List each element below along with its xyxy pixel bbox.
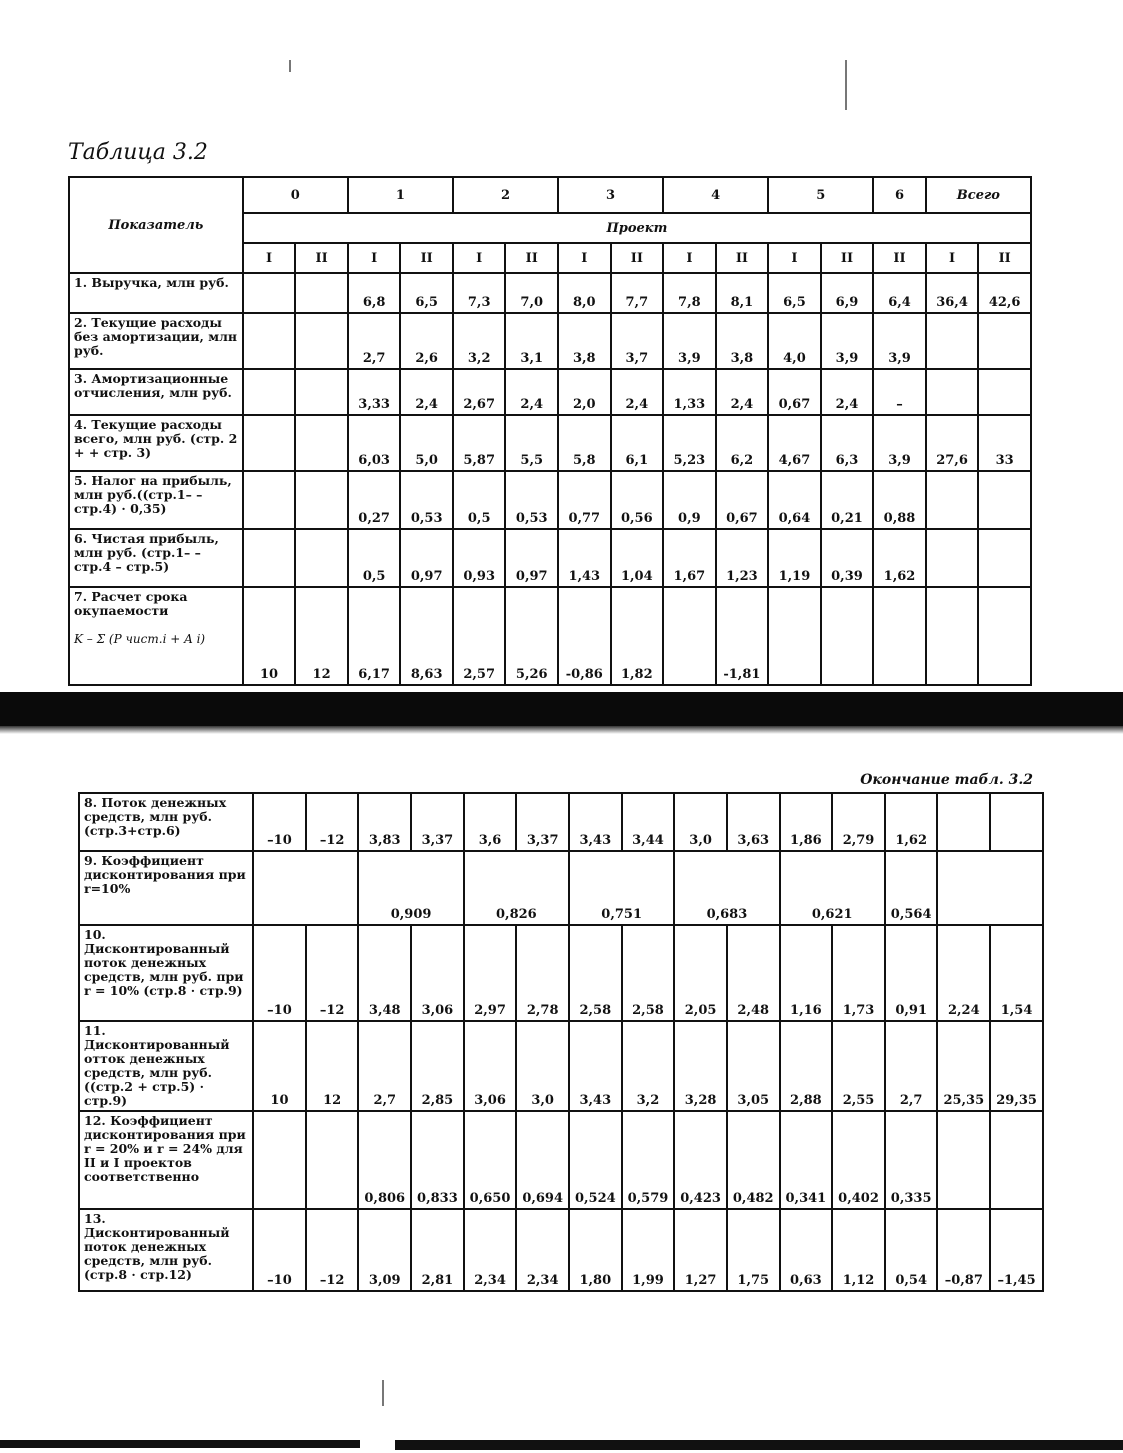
table-cell [768, 587, 821, 685]
table-cell [990, 793, 1043, 851]
table-cell: 12 [295, 587, 348, 685]
table-cell [243, 369, 296, 415]
header-year-2: 2 [453, 177, 558, 213]
table-cell [978, 471, 1031, 529]
table-cell: 7,3 [453, 273, 506, 313]
table-cell: 0,39 [821, 529, 874, 587]
table-cell: 6,3 [821, 415, 874, 471]
table-cell: 0,67 [716, 471, 769, 529]
table-cell: 7,7 [611, 273, 664, 313]
table-cell: 3,43 [569, 793, 622, 851]
table-row [79, 1209, 1043, 1291]
header-year-3: 3 [558, 177, 663, 213]
table-cell: 0,751 [569, 851, 674, 925]
row-label-text: 13. Дисконтированный поток денежных средств, млн руб. (стр.8 · стр.12) [84, 1211, 230, 1282]
table-row [69, 471, 1031, 529]
table-cell [243, 313, 296, 369]
table-cell: 10 [243, 587, 296, 685]
table-cell: 2,79 [832, 793, 885, 851]
row-label-text: 5. Налог на прибыль, млн руб.((стр.1– –стр.4) · 0,35) [74, 473, 232, 516]
scan-black-band [0, 692, 1123, 730]
table-cell: 3,06 [464, 1021, 517, 1111]
table-cell [295, 415, 348, 471]
header-project-subcol: I [243, 243, 296, 273]
table-cell: 3,8 [716, 313, 769, 369]
table-3-2-part-1 [68, 176, 1032, 686]
table-cell: 0,833 [411, 1111, 464, 1209]
table-cell: 3,8 [558, 313, 611, 369]
table-cell: –12 [306, 1209, 359, 1291]
table-cell: 0,650 [464, 1111, 517, 1209]
header-project: Проект [243, 213, 1031, 243]
table-cell [978, 369, 1031, 415]
header-project-subcol: II [978, 243, 1031, 273]
header-project-subcol: II [611, 243, 664, 273]
header-project-subcol: I [768, 243, 821, 273]
table-row [69, 587, 1031, 685]
table-cell [253, 851, 358, 925]
scan-speck [289, 60, 291, 72]
table-cell: 4,0 [768, 313, 821, 369]
table-cell: 2,24 [937, 925, 990, 1021]
row-label [69, 369, 243, 415]
table-cell [926, 529, 979, 587]
table-cell: 3,28 [674, 1021, 727, 1111]
table-cell: 0,683 [674, 851, 779, 925]
table-cell: 3,09 [358, 1209, 411, 1291]
table-cell [937, 851, 1043, 925]
table-cell: 0,335 [885, 1111, 938, 1209]
table-cell [253, 1111, 306, 1209]
table-cell: 0,67 [768, 369, 821, 415]
table-cell: –1,45 [990, 1209, 1043, 1291]
table-cell: 1,19 [768, 529, 821, 587]
table-cell [937, 793, 990, 851]
table-cell: 0,482 [727, 1111, 780, 1209]
row-label-text: 7. Расчет срока окупаемости [74, 589, 188, 618]
table-cell: 0,91 [885, 925, 938, 1021]
table-cell: 1,33 [663, 369, 716, 415]
header-indicator: Показатель [69, 177, 243, 273]
table-cell: 42,6 [978, 273, 1031, 313]
table-cell: 2,57 [453, 587, 506, 685]
table-cell: 0,97 [400, 529, 453, 587]
table-cell: 2,4 [611, 369, 664, 415]
table-cell: 0,5 [453, 471, 506, 529]
table-cell: 5,5 [505, 415, 558, 471]
table-row [69, 313, 1031, 369]
table-cell: 2,4 [505, 369, 558, 415]
row-label [79, 793, 253, 851]
table-cell: 2,7 [885, 1021, 938, 1111]
table-cell: 3,1 [505, 313, 558, 369]
row-label-text: 1. Выручка, млн руб. [74, 275, 229, 290]
table-cell: 3,6 [464, 793, 517, 851]
header-project-subcol: I [453, 243, 506, 273]
scan-edge-line [0, 1440, 360, 1448]
table-cell: 8,0 [558, 273, 611, 313]
table-cell: 2,88 [780, 1021, 833, 1111]
table-cell [295, 369, 348, 415]
header-project-subcol: I [348, 243, 401, 273]
table-cell [243, 529, 296, 587]
table-cell: 3,63 [727, 793, 780, 851]
table-cell: 2,85 [411, 1021, 464, 1111]
table-cell: 0,402 [832, 1111, 885, 1209]
table-cell [990, 1111, 1043, 1209]
table-cell: 0,53 [400, 471, 453, 529]
table-cell: – [873, 369, 926, 415]
table-cell: 1,23 [716, 529, 769, 587]
row-label [79, 1111, 253, 1209]
table-cell: 3,9 [873, 313, 926, 369]
table-cell: 3,9 [663, 313, 716, 369]
table-cell: 10 [253, 1021, 306, 1111]
row-label [79, 1021, 253, 1111]
table-cell [978, 587, 1031, 685]
table-cell: –10 [253, 793, 306, 851]
table-cell: 0,88 [873, 471, 926, 529]
table-cell: 0,909 [358, 851, 463, 925]
table-row [69, 369, 1031, 415]
table-cell: 2,55 [832, 1021, 885, 1111]
row-label [79, 925, 253, 1021]
table-cell: 2,4 [821, 369, 874, 415]
table-cell: 0,5 [348, 529, 401, 587]
table-cell: 1,62 [885, 793, 938, 851]
table-cell: 1,12 [832, 1209, 885, 1291]
table-cell: 1,82 [611, 587, 664, 685]
row-label-text: 11. Дисконтированный отток денежных средств, млн руб. ((стр.2 + стр.5) · стр.9) [84, 1023, 230, 1108]
table-cell: 0,423 [674, 1111, 727, 1209]
row-label [69, 587, 243, 685]
table-cell: 2,4 [400, 369, 453, 415]
table-cell: 2,34 [464, 1209, 517, 1291]
table-cell: 4,67 [768, 415, 821, 471]
table-cell [926, 369, 979, 415]
table-cell: 1,16 [780, 925, 833, 1021]
table-cell: 2,58 [622, 925, 675, 1021]
table-cell [295, 313, 348, 369]
header-year-4: 4 [663, 177, 768, 213]
table-cell: 1,67 [663, 529, 716, 587]
table-cell: 1,43 [558, 529, 611, 587]
table-cell: 3,2 [453, 313, 506, 369]
row-label-text: 10. Дисконтированный поток денежных средств, млн руб. при r = 10% (стр.8 · стр.9) [84, 927, 244, 998]
table-cell: 6,03 [348, 415, 401, 471]
table-cell [663, 587, 716, 685]
table-cell: 0,56 [611, 471, 664, 529]
table-cell: 6,1 [611, 415, 664, 471]
table-cell: 6,8 [348, 273, 401, 313]
table-cell: 6,5 [768, 273, 821, 313]
row-label [79, 1209, 253, 1291]
table-cell [978, 313, 1031, 369]
table-cell [243, 415, 296, 471]
table-cell [978, 529, 1031, 587]
table-cell: 2,7 [358, 1021, 411, 1111]
header-project-subcol: II [295, 243, 348, 273]
scan-speck [845, 60, 847, 110]
table-cell: 3,37 [516, 793, 569, 851]
table-cell: 1,86 [780, 793, 833, 851]
table-cell: 2,34 [516, 1209, 569, 1291]
table-cell: 2,48 [727, 925, 780, 1021]
header-year-1: 1 [348, 177, 453, 213]
row-label [69, 415, 243, 471]
table-cell: 3,83 [358, 793, 411, 851]
table-cell: 0,63 [780, 1209, 833, 1291]
table-cell: –10 [253, 925, 306, 1021]
header-project-subcol: II [873, 243, 926, 273]
table-cell: 3,37 [411, 793, 464, 851]
table-cell: 0,621 [780, 851, 885, 925]
table-cell: 1,99 [622, 1209, 675, 1291]
row-label: 9. Коэффициент дисконтирования при r=10% [79, 851, 253, 925]
table-cell [937, 1111, 990, 1209]
header-project-subcol: II [821, 243, 874, 273]
table-cell [243, 471, 296, 529]
table-cell: 2,4 [716, 369, 769, 415]
table-cell: 1,73 [832, 925, 885, 1021]
scan-speck [382, 1380, 384, 1406]
table-cell: 6,4 [873, 273, 926, 313]
table-cell: 8,63 [400, 587, 453, 685]
table-row [79, 851, 1043, 925]
table-cell: 5,0 [400, 415, 453, 471]
table-cell: 6,5 [400, 273, 453, 313]
table-cell: 5,8 [558, 415, 611, 471]
table-cell [926, 313, 979, 369]
table-cell: 3,2 [622, 1021, 675, 1111]
table-cell: 1,80 [569, 1209, 622, 1291]
row-label [69, 273, 243, 313]
table-cell: 7,8 [663, 273, 716, 313]
table-cell [306, 1111, 359, 1209]
table-cell: 0,579 [622, 1111, 675, 1209]
table-cell: –10 [253, 1209, 306, 1291]
header-year-5: 5 [768, 177, 873, 213]
table-cell: -1,81 [716, 587, 769, 685]
table-cell: 3,0 [516, 1021, 569, 1111]
scan-shadow [0, 726, 1123, 734]
row-label-text: 12. Коэффициент дисконтирования при r = 20% и r = 24% для II и I проектов соответственно [84, 1113, 246, 1184]
table-cell: 6,2 [716, 415, 769, 471]
header-year-0: 0 [243, 177, 348, 213]
table-cell: 3,9 [873, 415, 926, 471]
table-cell: 0,77 [558, 471, 611, 529]
table-cell: 2,78 [516, 925, 569, 1021]
table-cell: –12 [306, 793, 359, 851]
table-row [79, 925, 1043, 1021]
row-label [69, 313, 243, 369]
table-row [69, 415, 1031, 471]
table-cell: 0,826 [464, 851, 569, 925]
table-cell: 3,33 [348, 369, 401, 415]
table-cell [926, 471, 979, 529]
table-cell: 36,4 [926, 273, 979, 313]
table-cell: 5,23 [663, 415, 716, 471]
header-project-subcol: I [926, 243, 979, 273]
table-cell: 3,48 [358, 925, 411, 1021]
table-cell: 2,81 [411, 1209, 464, 1291]
table-cell: 2,67 [453, 369, 506, 415]
table-cell: 3,9 [821, 313, 874, 369]
table-cell: 0,694 [516, 1111, 569, 1209]
row-label [69, 529, 243, 587]
table-cell: 3,44 [622, 793, 675, 851]
row-label-text: 8. Поток денежных средств, млн руб. (стр.3+стр.6) [84, 795, 227, 838]
table-cell: 25,35 [937, 1021, 990, 1111]
row-label-text: 3. Амортизационные отчисления, млн руб. [74, 371, 232, 400]
table-cell: 0,341 [780, 1111, 833, 1209]
table-cell: -0,86 [558, 587, 611, 685]
table-cell: 3,0 [674, 793, 727, 851]
table-cell: 0,21 [821, 471, 874, 529]
header-project-subcol: II [400, 243, 453, 273]
table-row [69, 529, 1031, 587]
row-label [69, 471, 243, 529]
table-cell [295, 273, 348, 313]
table-cell: 5,87 [453, 415, 506, 471]
table-cell [295, 471, 348, 529]
row-label-text: 2. Текущие расходы без амортизации, млн руб. [74, 315, 238, 358]
table-row [79, 1021, 1043, 1111]
table-cell: 3,06 [411, 925, 464, 1021]
table-cell: 0,64 [768, 471, 821, 529]
header-total: Всего [926, 177, 1031, 213]
table-caption: Таблица 3.2 [68, 140, 208, 165]
row-label-text: 6. Чистая прибыль, млн руб. (стр.1– –стр.4 – стр.5) [74, 531, 219, 574]
table-3-2-part-2 [78, 792, 1044, 1292]
table-cell: 5,26 [505, 587, 558, 685]
table-cell: 0,54 [885, 1209, 938, 1291]
table-cell: –12 [306, 925, 359, 1021]
table-cell [926, 587, 979, 685]
table-cell: 3,7 [611, 313, 664, 369]
table-cell: 2,58 [569, 925, 622, 1021]
header-project-subcol: II [505, 243, 558, 273]
table-cell [873, 587, 926, 685]
table-cell [821, 587, 874, 685]
table-cell: 6,9 [821, 273, 874, 313]
table-cell [243, 273, 296, 313]
table-row [69, 273, 1031, 313]
table-cell: 2,97 [464, 925, 517, 1021]
table-cell: 8,1 [716, 273, 769, 313]
table-cell: 0,524 [569, 1111, 622, 1209]
table-cell: 0,93 [453, 529, 506, 587]
table-cell: 1,75 [727, 1209, 780, 1291]
table-cell: 3,43 [569, 1021, 622, 1111]
table-cell: 33 [978, 415, 1031, 471]
scan-edge-line [395, 1440, 1123, 1450]
table-cell: 1,04 [611, 529, 664, 587]
table-row [79, 1111, 1043, 1209]
table-cell: 0,53 [505, 471, 558, 529]
header-project-subcol: I [558, 243, 611, 273]
table-cell: 2,6 [400, 313, 453, 369]
table-row [79, 793, 1043, 851]
table-cell: 7,0 [505, 273, 558, 313]
table-cell: 1,54 [990, 925, 1043, 1021]
table-cell: 1,62 [873, 529, 926, 587]
table-cell: 0,97 [505, 529, 558, 587]
payback-formula: K – Σ (P чист.i + A i) [74, 632, 206, 646]
table-cell: 12 [306, 1021, 359, 1111]
table-cell: 0,27 [348, 471, 401, 529]
table-cell: –0,87 [937, 1209, 990, 1291]
row-label-text: 4. Текущие расходы всего, млн руб. (стр. 2 + + стр. 3) [74, 417, 238, 460]
table-cell: 29,35 [990, 1021, 1043, 1111]
table-cell: 1,27 [674, 1209, 727, 1291]
header-project-subcol: I [663, 243, 716, 273]
table-cell: 2,05 [674, 925, 727, 1021]
table-cell: 3,05 [727, 1021, 780, 1111]
table-cell: 2,7 [348, 313, 401, 369]
table-cell: 0,806 [358, 1111, 411, 1209]
table-cell: 0,564 [885, 851, 938, 925]
table-cell [295, 529, 348, 587]
table-cell: 27,6 [926, 415, 979, 471]
table-caption-end: Окончание табл. 3.2 [860, 772, 1033, 788]
header-year-6: 6 [873, 177, 926, 213]
table-cell: 0,9 [663, 471, 716, 529]
header-project-subcol: II [716, 243, 769, 273]
table-cell: 2,0 [558, 369, 611, 415]
table-cell: 6,17 [348, 587, 401, 685]
